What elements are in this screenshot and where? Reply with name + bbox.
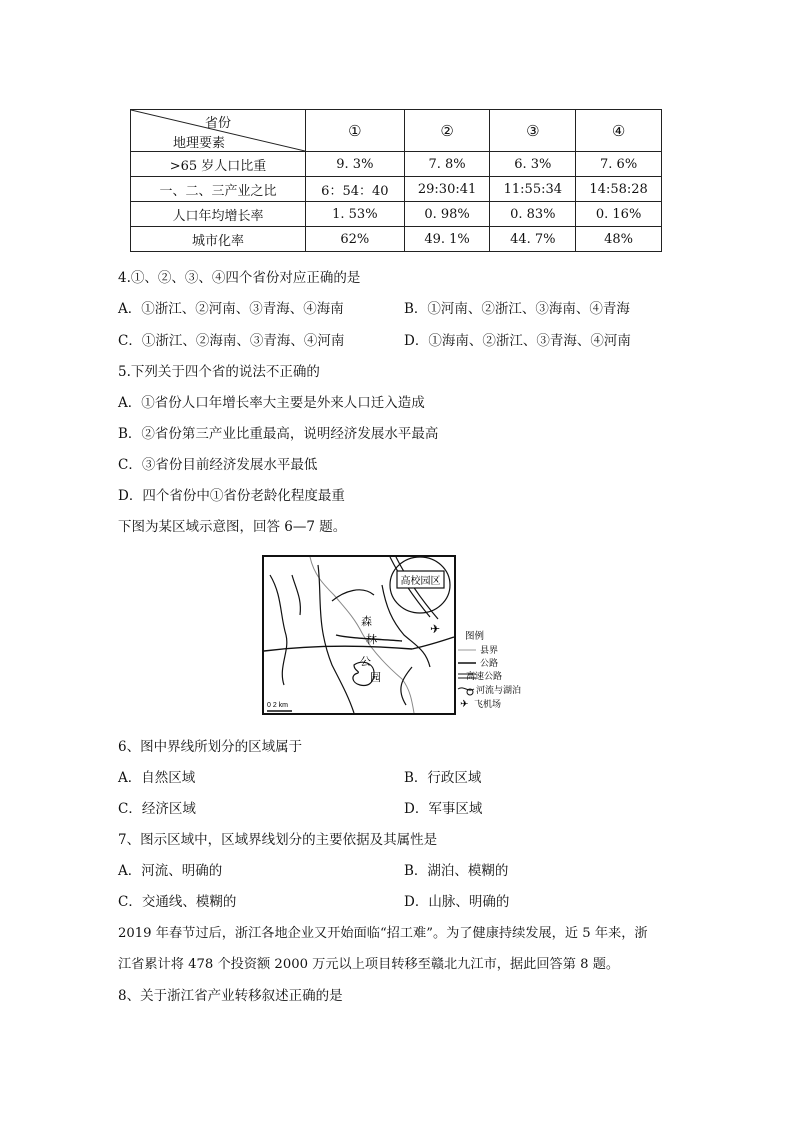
header-province-label: 省份 xyxy=(204,116,231,131)
question-7-option-c: C．交通线、模糊的 xyxy=(118,894,237,910)
legend-expressway: 高速公路 xyxy=(466,671,503,681)
table-cell: 7. 8% xyxy=(404,152,490,177)
airport-icon: ✈ xyxy=(430,622,441,636)
question-7-option-a: A．河流、明确的 xyxy=(118,863,223,879)
park-label-char: 森 xyxy=(361,616,372,628)
legend-airport-icon: ✈ xyxy=(460,699,469,710)
passage-8-line-1: 2019 年春节过后，浙江各地企业又开始面临“招工难”。为了健康持续发展，近 5 年来，浙 xyxy=(118,926,648,941)
question-5-option-d: D．四个省份中①省份老龄化程度最重 xyxy=(118,488,345,504)
question-4-option-b: B．①河南、②浙江、③海南、④青海 xyxy=(404,301,630,317)
question-4-option-a: A．①浙江、②河南、③青海、④海南 xyxy=(118,301,344,317)
table-row xyxy=(131,227,662,252)
legend-river-lake: 河流与湖泊 xyxy=(476,685,522,695)
question-5-stem: 5.下列关于四个省的说法不正确的 xyxy=(118,364,320,380)
province-data-table xyxy=(130,109,662,252)
park-label-char: 林 xyxy=(366,634,377,646)
question-6-option-a: A．自然区域 xyxy=(118,770,196,786)
table-cell: 14:58:28 xyxy=(576,177,662,202)
table-row xyxy=(131,177,662,202)
intro-questions-6-7: 下图为某区域示意图，回答 6—7 题。 xyxy=(118,519,347,535)
table-cell: 62% xyxy=(306,227,405,252)
table-header-row xyxy=(131,110,662,152)
table-row xyxy=(131,202,662,227)
row-label: 人口年均增长率 xyxy=(131,202,306,227)
question-5-option-c: C．③省份目前经济发展水平最低 xyxy=(118,457,318,473)
table-cell: 29:30:41 xyxy=(404,177,490,202)
question-6-stem: 6、图中界线所划分的区域属于 xyxy=(118,739,303,755)
park-label-char: 园 xyxy=(370,672,381,684)
table-cell: 0. 98% xyxy=(404,202,490,227)
table-cell: 6. 3% xyxy=(490,152,576,177)
question-7-option-d: D．山脉、明确的 xyxy=(404,894,510,910)
question-4-stem: 4.①、②、③、④四个省份对应正确的是 xyxy=(118,270,361,286)
legend-title: 图例 xyxy=(465,632,485,642)
table-cell: 0. 83% xyxy=(490,202,576,227)
question-6-option-c: C．经济区域 xyxy=(118,801,196,817)
legend-county: 县界 xyxy=(480,645,499,655)
column-header: ① xyxy=(306,110,405,152)
question-7-option-b: B．湖泊、模糊的 xyxy=(404,863,509,879)
campus-label: 高校园区 xyxy=(400,576,441,587)
row-label: 一、二、三产业之比 xyxy=(131,177,306,202)
scale-label: 0 2 km xyxy=(267,702,289,709)
row-label: 城市化率 xyxy=(131,227,306,252)
table-row xyxy=(131,152,662,177)
table-cell: 48% xyxy=(576,227,662,252)
question-4-option-c: C．①浙江、②海南、③青海、④河南 xyxy=(118,333,345,349)
question-7-stem: 7、图示区域中，区域界线划分的主要依据及其属性是 xyxy=(118,832,438,848)
table-cell: 44. 7% xyxy=(490,227,576,252)
column-header: ② xyxy=(404,110,490,152)
table-cell: 1. 53% xyxy=(306,202,405,227)
question-5-option-b: B．②省份第三产业比重最高，说明经济发展水平最高 xyxy=(118,426,439,442)
column-header: ③ xyxy=(490,110,576,152)
table-cell: 9. 3% xyxy=(306,152,405,177)
table-cell: 7. 6% xyxy=(576,152,662,177)
column-header: ④ xyxy=(576,110,662,152)
table-cell: 49. 1% xyxy=(404,227,490,252)
legend-road: 公路 xyxy=(480,658,499,668)
park-label-char: 公 xyxy=(360,656,371,668)
row-label: >65 岁人口比重 xyxy=(131,152,306,177)
question-6-option-d: D．军事区域 xyxy=(404,801,483,817)
region-map xyxy=(262,555,532,715)
header-element-label: 地理要素 xyxy=(173,136,226,151)
question-4-option-d: D．①海南、②浙江、③青海、④河南 xyxy=(404,333,631,349)
question-8-stem: 8、关于浙江省产业转移叙述正确的是 xyxy=(118,988,343,1004)
table-cell: 6：54：40 xyxy=(306,177,405,202)
question-6-option-b: B．行政区域 xyxy=(404,770,482,786)
diagonal-header-cell xyxy=(131,110,306,152)
table-cell: 11:55:34 xyxy=(490,177,576,202)
table-cell: 0. 16% xyxy=(576,202,662,227)
question-5-option-a: A．①省份人口年增长率大主要是外来人口迁入造成 xyxy=(118,395,425,411)
passage-8-line-2: 江省累计将 478 个投资额 2000 万元以上项目转移至赣北九江市，据此回答第 8 题。 xyxy=(118,957,620,972)
legend-airport: 飞机场 xyxy=(474,699,502,709)
